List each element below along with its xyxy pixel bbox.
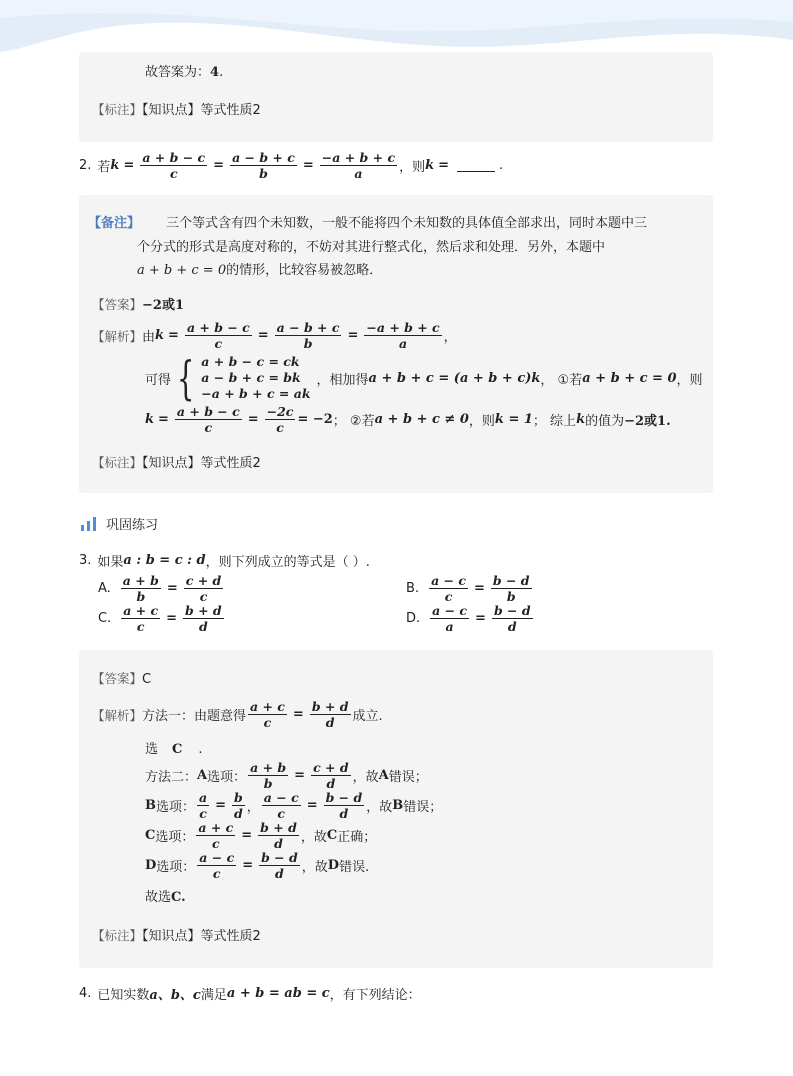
q3-choose: 选 [145, 742, 159, 757]
q4-math: a + b = ab = c [226, 986, 330, 1001]
q3-method-2-b: B 选项： $\frac{a}{c}$ = $\frac{b}{d}$ ， $\frac{a - c}{c}$ = $\frac{b - d}{d}$ ，故 B 错误； [145, 790, 443, 821]
q3-m2-c-letter: C [145, 828, 156, 843]
q3-m1-frac-left: $\frac{a + c}{c}$ [250, 699, 285, 730]
q2-note-line-3 [137, 259, 382, 278]
q2-tag-line [92, 452, 261, 471]
q2-a1-frac-3: $\frac{-a + b + c}{a}$ [366, 320, 440, 351]
q3-m2-d-letter: D [145, 858, 157, 873]
q2-a1-frac-2: $\frac{a - b + c}{b}$ [276, 320, 340, 351]
q3-m2-d-text: 选项： [156, 860, 196, 875]
q3-m2-a-err: A [378, 768, 389, 783]
q2-eq-3: = [302, 158, 314, 173]
q3-choose-line [145, 738, 203, 757]
q3-math: a : b = c : d [123, 553, 206, 568]
q2-a2-prefix: 可得 [145, 372, 172, 388]
q3-answer-line [92, 669, 151, 687]
q3-choose-val: C [172, 742, 183, 757]
q2-analysis-tag: 【解析】 [92, 328, 143, 344]
q3-stem [79, 551, 370, 570]
q3-final: 故选 [145, 890, 172, 905]
q2-eq-4: = [438, 158, 449, 173]
prev-answer-end: . [219, 65, 224, 80]
q3-m2-d-end: 错误. [339, 860, 370, 875]
prev-tag-line [92, 99, 261, 118]
q2-a3-then: ，则 [468, 414, 495, 429]
section-header [80, 514, 158, 533]
q2-note-line-2: 个分式的形式是高度对称的，不妨对其进行整式化，然后求和处理．另外，本题中 [137, 240, 606, 255]
q2-note-line-1 [88, 212, 647, 231]
q3-m2-prefix: 方法二： [145, 770, 198, 785]
q2-a3-frac-1: $\frac{a + b - c}{c}$ [176, 404, 240, 435]
q3-analysis-tag: 【解析】 [92, 707, 143, 723]
q2-answer-blank[interactable] [457, 159, 495, 172]
q2-stem [79, 150, 503, 181]
q3-m2-b-letter: B [145, 798, 156, 813]
q2-eq-1: = [123, 158, 135, 173]
q2-note-math: a + b + c = 0 [137, 263, 227, 278]
q2-biaozhu-tag: 【标注】 [92, 455, 143, 470]
q2-a3-eq1: = [158, 412, 169, 427]
q3-answer-tag: 【答案】 [92, 671, 143, 686]
q2-a3-sum2: 的值为 [585, 414, 625, 429]
q4-prefix: 已知实数 [97, 988, 150, 1003]
q2-analysis-line-3 [145, 404, 671, 435]
q2-frac-3: $\frac{-a + b + c}{a}$ [321, 150, 396, 181]
q3-m2-a-text: 选项： [207, 770, 247, 785]
q3-m1-suffix: 成立. [352, 709, 383, 724]
q3-prefix: 如果 [97, 555, 124, 570]
q3-option-b-label: B. [406, 581, 420, 596]
q2-then: ，则 [399, 160, 426, 175]
q4-suffix: ，有下列结论： [329, 988, 421, 1003]
bar-chart-icon [80, 517, 98, 531]
q2-a3-frac-2: $\frac{-2c}{c}$ [266, 404, 294, 435]
q2-a1-eq1: = [168, 328, 179, 343]
q2-sys-row-1: a + b − c = ck [201, 354, 300, 369]
q3-number: 3. [79, 553, 92, 568]
q3-m2-a-end: 错误； [388, 770, 428, 785]
q3-option-d-label: D. [406, 611, 421, 626]
q2-a1-end: ， [443, 330, 457, 345]
q3-option-d[interactable]: D. $\frac{a - c}{a}$ = $\frac{b - d}{d}$ [406, 603, 531, 634]
q2-answer-line [92, 294, 184, 313]
q2-a2-math: a + b + c = (a + b + c)k [368, 370, 541, 386]
q3-m2-b-text: 选项： [156, 800, 196, 815]
q3-m2-c-suffix: ，故 [300, 830, 327, 845]
q2-a3-val: = −2 [297, 412, 333, 427]
q3-knowledge-point: 【知识点】等式性质2 [142, 929, 261, 944]
q2-a1-prefix: 由 [142, 330, 156, 345]
q3-biaozhu-tag: 【标注】 [92, 928, 143, 943]
q2-a2-math2: a + b + c = 0 [582, 370, 677, 386]
q2-eq-2: = [213, 158, 225, 173]
prev-answer-line [145, 61, 223, 80]
q2-analysis-line-2 [145, 351, 703, 405]
q2-a1-frac-1: $\frac{a + b - c}{c}$ [186, 320, 250, 351]
q2-frac-1: $\frac{a + b - c}{c}$ [142, 150, 206, 181]
q2-sys-row-3: −a + b + c = ak [201, 386, 311, 401]
q2-note-tag: 【备注】 [88, 216, 141, 231]
q3-final-val: C. [171, 890, 186, 905]
prev-knowledge-point: 【知识点】等式性质2 [142, 103, 261, 118]
q4-vars: a、b、c [149, 988, 201, 1003]
q3-tag-line [92, 925, 261, 944]
q4-number: 4. [79, 986, 92, 1001]
q3-m2-d-suffix: ，故 [301, 860, 328, 875]
q2-a1-k: k [155, 328, 165, 343]
q3-m2-b-suffix: ，故 [366, 800, 393, 815]
q3-option-c[interactable]: C. $\frac{a + c}{c}$ = $\frac{b + d}{d}$ [98, 603, 222, 634]
q2-a1-eq2: = [257, 328, 269, 343]
q3-m2-a-suffix: ，故 [352, 770, 379, 785]
q2-a3-k1: k = 1 [494, 412, 533, 427]
q2-sys-row-2: a − b + c = bk [201, 370, 301, 385]
q2-k: k [110, 158, 120, 173]
q3-method-1: 【解析】 方法一：由题意得 $\frac{a + c}{c}$ = $\frac{b + d}{d}$ 成立. [92, 699, 383, 730]
q3-m2-a-letter: A [197, 768, 208, 783]
q2-knowledge-point: 【知识点】等式性质2 [142, 456, 261, 471]
q3-suffix: ，则下列成立的等式是（ ）. [205, 555, 370, 570]
q2-a3-case2: ； ②若 [332, 414, 375, 429]
prev-answer-text: 故答案为： [145, 65, 211, 80]
prev-answer-value: 4 [210, 65, 220, 80]
q3-m1-frac-right: $\frac{b + d}{d}$ [311, 699, 349, 730]
q3-answer-value: C [142, 672, 152, 687]
q3-m2-d-err: D [327, 858, 340, 873]
q3-method-2-a: 方法二： A 选项： $\frac{a + b}{b}$ = $\frac{c + d}{d}$ ，故 A 错误； [145, 760, 428, 791]
q3-m2-c-text: 选项： [155, 830, 195, 845]
q4-mid: 满足 [200, 988, 227, 1003]
q2-answer-value: −2或1 [142, 298, 184, 313]
q2-a3-eq2: = [247, 412, 259, 427]
q3-m2-c-ok: C [326, 828, 338, 843]
q3-method-2-d: D 选项： $\frac{a - c}{c}$ = $\frac{b - d}{d}$ ，故 D 错误. [145, 850, 370, 881]
q2-a3-k: k [145, 412, 155, 427]
q2-note-text-3: 的情形，比较容易被忽略． [226, 263, 383, 278]
header-wave-decoration [0, 0, 793, 60]
q2-a1-eq3: = [347, 328, 359, 343]
q3-option-c-label: C. [98, 611, 112, 626]
q2-answer-tag: 【答案】 [92, 297, 143, 312]
q2-analysis-line-1 [92, 320, 457, 351]
q3-m1-prefix: 方法一：由题意得 [142, 709, 247, 724]
q2-a3-sum: ； 综上 [532, 414, 577, 429]
q3-m2-b-end: 错误； [403, 800, 443, 815]
q3-final-line [145, 886, 186, 905]
q2-a2-then: ，则 [676, 372, 703, 388]
q2-number: 2. [79, 158, 92, 173]
q2-a3-k2: k [576, 412, 586, 427]
q2-note-text-1: 三个等式含有四个未知数，一般不能将四个未知数的具体值全部求出，同时本题中三 [166, 216, 648, 231]
q3-m2-c-end: 正确； [337, 830, 377, 845]
q2-prefix: 若 [97, 160, 111, 175]
q3-option-b[interactable]: B. $\frac{a - c}{c}$ = $\frac{b - d}{b}$ [406, 573, 530, 604]
q2-a2-case1: ， ①若 [540, 372, 583, 388]
q2-a3-math: a + b + c ≠ 0 [374, 412, 469, 427]
q2-frac-2: $\frac{a - b + c}{b}$ [232, 150, 295, 181]
q3-method-2-c: C 选项： $\frac{a + c}{c}$ = $\frac{b + d}{d}$ ，故 C 正确； [145, 820, 377, 851]
q3-option-a[interactable]: A. $\frac{a + b}{b}$ = $\frac{c + d}{c}$ [98, 573, 222, 604]
section-title: 巩固练习 [106, 518, 159, 533]
q2-k-2: k [425, 158, 435, 173]
q3-m2-b-err: B [392, 798, 404, 813]
q2-end: . [499, 158, 504, 173]
q2-a2-mid: ，相加得 [316, 372, 369, 388]
prev-biaozhu-tag: 【标注】 [92, 102, 143, 117]
q3-option-a-label: A. [98, 581, 111, 596]
q4-stem [79, 984, 421, 1003]
q2-equation-system: { a + b − c = ck a − b + c = bk −a + b + c = ak [176, 351, 311, 405]
q2-a3-sum3: −2或1. [624, 414, 671, 429]
q3-choose-end: . [198, 742, 203, 757]
